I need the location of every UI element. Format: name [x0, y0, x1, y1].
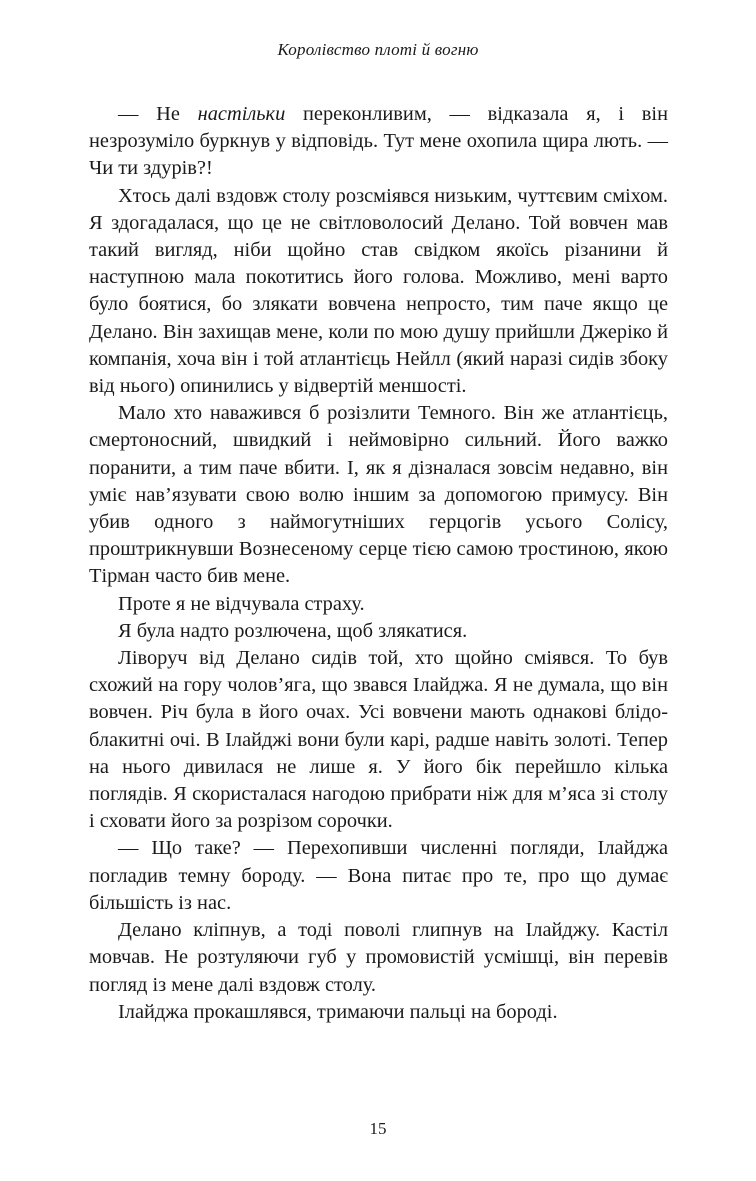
- page-number: 15: [369, 1119, 387, 1138]
- paragraph-5: Я була надто розлючена, щоб злякатися.: [118, 619, 468, 642]
- paragraph-1: [89, 101, 668, 183]
- paragraph-1-lead: — Не: [118, 103, 198, 125]
- paragraph-7: — Що таке? — Перехопивши численні погляди, Ілайджа погладив темну бороду. — Вона питає про те, про що думає більшість із нас.: [89, 837, 668, 914]
- body-text: [89, 101, 668, 1026]
- paragraph-4: Проте я не відчувала страху.: [118, 592, 365, 615]
- running-head: Королівство плоті й вогню: [277, 40, 479, 59]
- paragraph-3: Мало хто наважився б розізлити Темного. Він же атлантієць, смертоносний, швидкий і неймовірно сильний. Його важко поранити, а тим паче вбити. І, як я дізналася зовсім недавно, він уміє нав’язувати свою волю іншим за допомогою примусу. Він убив одного з наймогутніших герцогів усього Солісу, проштрикнувши Вознесеному серце тією самою тростиною, якою Тірман часто бив мене.: [89, 402, 668, 588]
- paragraph-9: Ілайджа прокашлявся, тримаючи пальці на бороді.: [118, 1000, 558, 1023]
- paragraph-2: Хтось далі вздовж столу розсміявся низьким, чуттєвим сміхом. Я здогадалася, що це не світловолосий Делано. Той вовчен мав такий вигляд, ніби щойно став свідком якоїсь різанини й наступною мала покотитись його голова. Можливо, мені варто було боятися, бо злякати вовчена непросто, тим паче якщо це Делано. Він захищав мене, коли по мою душу прийшли Джеріко й компанія, хоча він і той атлантієць Нейлл (який наразі сидів збоку від нього) опинились у відвертій меншості.: [89, 184, 668, 398]
- paragraph-1-rest: переконливим, — відказала я, і він незрозуміло буркнув у відповідь. Тут мене охопила щира лють. — Чи ти здурів?!: [89, 103, 668, 180]
- paragraph-8: Делано кліпнув, а тоді поволі глипнув на Ілайджу. Кастіл мовчав. Не розтуляючи губ у промовистій усмішці, він перевів погляд із мене далі вздовж столу.: [89, 919, 668, 996]
- paragraph-1-emphasis: настільки: [197, 103, 286, 125]
- paragraph-6: Ліворуч від Делано сидів той, хто щойно сміявся. То був схожий на гору чолов’яга, що звався Ілайджа. Я не думала, що він вовчен. Річ була в його очах. Усі вовчени мають однакові блідо-блакитні очі. В Ілайджі вони були карі, радше навіть золоті. Тепер на нього дивилася не лише я. У його бік перейшло кілька поглядів. Я скористалася нагодою прибрати ніж для м’яса зі столу і сховати його за розрізом сорочки.: [89, 647, 668, 833]
